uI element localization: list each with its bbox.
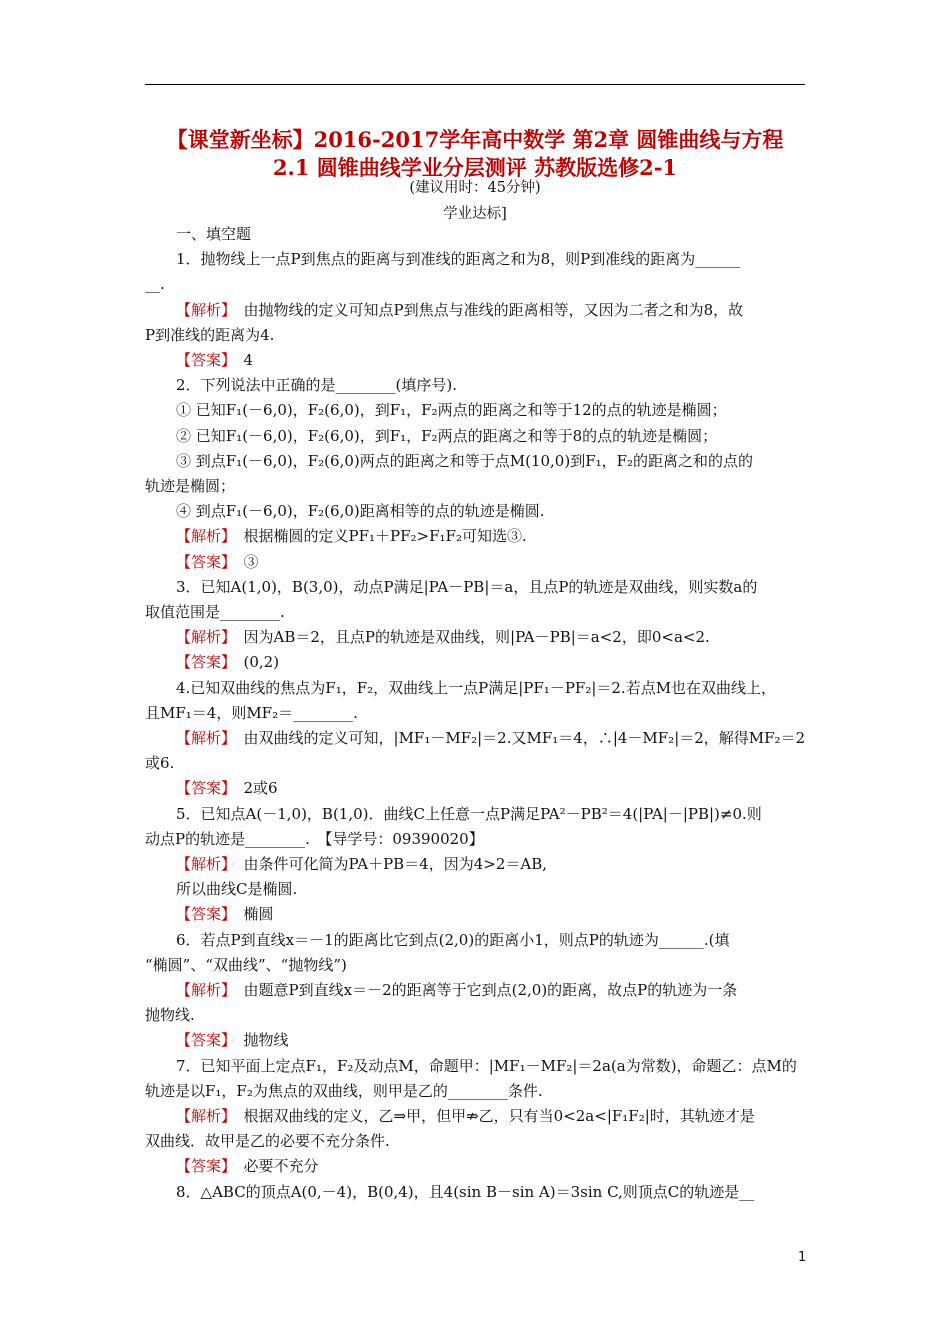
line-text: (0,2) <box>228 653 280 672</box>
line-text: ① 已知F₁(－6,0)，F₂(6,0)，到F₁，F₂两点的距离之和等于12的点的轨迹是椭圆； <box>176 401 727 420</box>
analysis-line <box>176 627 810 647</box>
line-text: 4 <box>228 351 254 369</box>
analysis-tag: 【解析】 <box>176 628 229 647</box>
answer-tag: 【答案】 <box>176 1157 229 1176</box>
line-text: 椭圆 <box>228 905 274 924</box>
text-line <box>176 1056 810 1076</box>
line-text: 7．已知平面上定点F₁，F₂及动点M，命题甲：|MF₁－MF₂|＝2a(a为常数)，命题乙：点M的 <box>176 1056 797 1075</box>
line-text: P到准线的距离为4. <box>145 325 275 344</box>
text-line <box>176 224 810 244</box>
analysis-line <box>176 1106 810 1126</box>
analysis-line <box>176 300 810 320</box>
line-text: 根据椭圆的定义PF₁＋PF₂>F₁F₂可知选③. <box>228 527 527 546</box>
answer-tag: 【答案】 <box>176 779 229 798</box>
analysis-tag: 【解析】 <box>176 300 229 319</box>
line-text: 3．已知A(1,0)，B(3,0)，动点P满足|PA－PB|＝a，且点P的轨迹是双曲线，则实数a的 <box>176 577 758 596</box>
analysis-line <box>176 854 810 874</box>
line-text: 由条件可化简为PA＋PB＝4，因为4>2＝AB, <box>228 855 548 873</box>
analysis-tag: 【解析】 <box>176 855 229 873</box>
text-line <box>176 426 810 446</box>
line-text: 6．若点P到直线x＝－1的距离比它到点(2,0)的距离小1，则点P的轨迹为______.(填 <box>176 930 730 949</box>
line-text: ③ 到点F₁(－6,0)，F₂(6,0)两点的距离之和等于点M(10,0)到F₁，F₂的距离之和的点的 <box>176 451 754 470</box>
line-text: 取值范围是________. <box>145 603 285 621</box>
line-text: 或6. <box>145 754 175 773</box>
line-text: 2．下列说法中正确的是________(填序号). <box>176 376 458 395</box>
line-text: “椭圆”、“双曲线”、“抛物线”) <box>145 955 347 974</box>
analysis-tag: 【解析】 <box>176 981 229 999</box>
text-line <box>176 400 810 420</box>
text-line <box>176 678 810 698</box>
text-line <box>176 375 810 395</box>
answer-line <box>176 1156 810 1176</box>
text-line <box>145 1081 810 1101</box>
text-line <box>176 804 810 824</box>
answer-tag: 【答案】 <box>176 905 229 924</box>
line-text: 2或6 <box>228 779 278 798</box>
analysis-tag: 【解析】 <box>176 1107 229 1125</box>
text-line <box>145 602 810 622</box>
answer-line <box>176 652 810 672</box>
line-text: __. <box>145 275 165 294</box>
analysis-line <box>176 526 810 546</box>
line-text: 必要不充分 <box>228 1157 319 1176</box>
line-text: 轨迹是以F₁，F₂为焦点的双曲线，则甲是乙的________条件. <box>145 1081 543 1100</box>
line-text: ④ 到点F₁(－6,0)，F₂(6,0)距离相等的点的轨迹是椭圆. <box>176 502 545 521</box>
line-text: 抛物线 <box>228 1031 289 1050</box>
analysis-line <box>176 980 810 1000</box>
line-text: 根据双曲线的定义，乙⇒甲，但甲⇏乙，只有当0<2a<|F₁F₂|时，其轨迹才是 <box>228 1107 755 1125</box>
text-line <box>176 451 810 471</box>
section-label: 学业达标] <box>443 206 507 222</box>
answer-tag: 【答案】 <box>176 653 229 672</box>
line-text: 且MF₁＝4，则MF₂＝________. <box>145 703 358 722</box>
analysis-tag: 【解析】 <box>176 729 229 747</box>
header-rule <box>145 84 805 85</box>
text-line <box>176 577 810 597</box>
line-text: 5．已知点A(－1,0)，B(1,0)．曲线C上任意一点P满足PA²－PB²＝4(|PA|－|PB|)≠0.则 <box>176 804 762 823</box>
answer-line <box>176 552 810 572</box>
text-line <box>145 325 810 345</box>
text-line <box>145 1131 810 1151</box>
answer-line <box>176 778 810 798</box>
text-line <box>176 930 810 950</box>
text-line <box>176 879 810 899</box>
answer-tag: 【答案】 <box>176 552 229 571</box>
analysis-tag: 【解析】 <box>176 527 229 546</box>
line-text: 因为AB＝2，且点P的轨迹是双曲线，则|PA－PB|＝a<2，即0<a<2. <box>228 628 710 647</box>
page-number: 1 <box>798 1250 807 1265</box>
text-line <box>145 1005 810 1025</box>
text-line <box>176 1182 810 1202</box>
line-text: 由抛物线的定义可知点P到焦点与准线的距离相等，又因为二者之和为8，故 <box>228 300 744 319</box>
answer-tag: 【答案】 <box>176 1031 229 1050</box>
line-text: 由题意P到直线x＝－2的距离等于它到点(2,0)的距离，故点P的轨迹为一条 <box>228 981 738 999</box>
line-text: 所以曲线C是椭圆. <box>176 880 298 899</box>
analysis-line <box>176 728 810 748</box>
line-text: 双曲线．故甲是乙的必要不充分条件. <box>145 1132 390 1151</box>
line-text: 8．△ABC的顶点A(0,－4)，B(0,4)，且4(sin B－sin A)＝3sin C,则顶点C的轨迹是__ <box>176 1182 755 1201</box>
line-text: ③ <box>228 552 259 571</box>
text-line <box>176 501 810 521</box>
text-line <box>145 476 810 496</box>
line-text: 1．抛物线上一点P到焦点的距离与到准线的距离之和为8，则P到准线的距离为______ <box>176 250 741 269</box>
text-line <box>145 274 810 294</box>
text-line <box>145 955 810 975</box>
line-text: 轨迹是椭圆； <box>145 477 236 495</box>
answer-line <box>176 904 810 924</box>
line-text: 4.已知双曲线的焦点为F₁，F₂，双曲线上一点P满足|PF₁－PF₂|＝2.若点M也在双曲线上， <box>176 678 777 697</box>
line-text: 由双曲线的定义可知，|MF₁－MF₂|＝2.又MF₁＝4，∴|4－MF₂|＝2，解得MF₂＝2 <box>228 729 806 747</box>
doc-title-line2: 2.1 圆锥曲线学业分层测评 苏教版选修2-1 <box>272 155 678 180</box>
line-text: 动点P的轨迹是________. 【导学号：09390020】 <box>145 829 484 848</box>
answer-line <box>176 1030 810 1050</box>
time-note: (建议用时：45分钟) <box>409 180 541 196</box>
text-line <box>145 703 810 723</box>
text-line <box>145 829 810 849</box>
line-text: ② 已知F₁(－6,0)，F₂(6,0)，到F₁，F₂两点的距离之和等于8的点的轨迹是椭圆； <box>176 426 718 445</box>
text-line <box>145 753 810 773</box>
text-line <box>176 249 810 269</box>
line-text: 抛物线. <box>145 1006 195 1025</box>
answer-line <box>176 350 810 370</box>
line-text: 一、填空题 <box>176 225 252 243</box>
answer-tag: 【答案】 <box>176 351 229 369</box>
doc-title-line1: 【课堂新坐标】2016-2017学年高中数学 第2章 圆锥曲线与方程 <box>166 127 784 152</box>
